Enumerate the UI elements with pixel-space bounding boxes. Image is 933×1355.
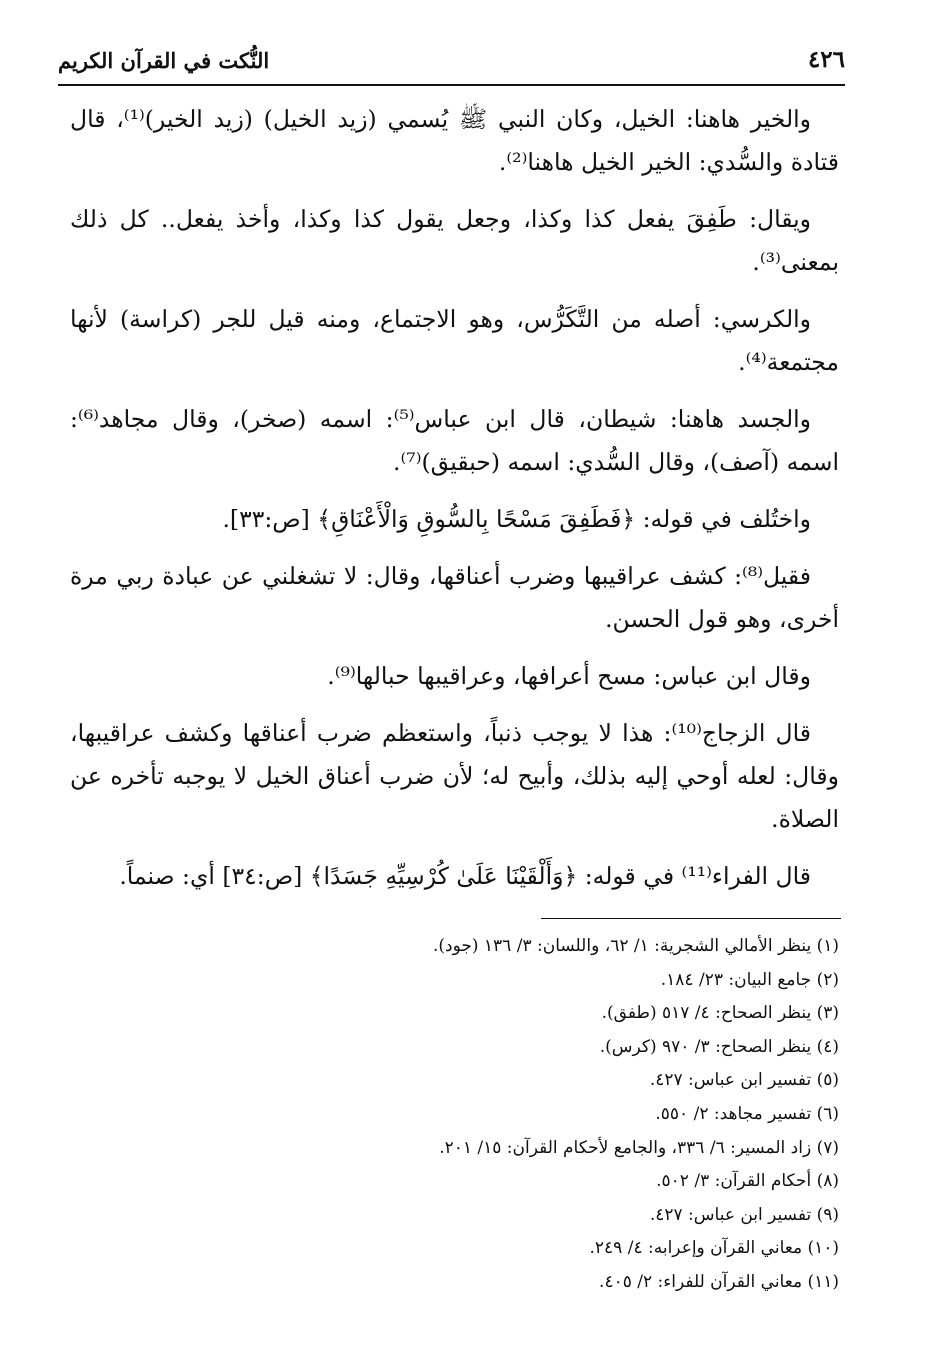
footnote-2: (٢) جامع البيان: ٢٣/ ١٨٤. <box>660 969 839 990</box>
running-title: النُّكت في القرآن الكريم <box>58 48 270 73</box>
footnote-8: (٨) أحكام القرآن: ٣/ ٥٠٢. <box>656 1171 839 1192</box>
footnote-5: (٥) تفسير ابن عباس: ٤٢٧. <box>649 1070 839 1091</box>
paragraph-ikhtilaf: واختُلف في قوله: ﴿فَطَفِقَ مَسْحًا بِالسُّوقِ وَالْأَعْنَاقِ﴾ [ص:٣٣]. <box>222 505 811 533</box>
footnote-3: (٣) ينظر الصحاح: ٤/ ٥١٧ (طفق). <box>601 1003 839 1024</box>
footnotes-list <box>70 930 839 1300</box>
footnote-11: (١١) معاني القرآن للفراء: ٢/ ٤٠٥. <box>599 1271 839 1292</box>
footnote-9: (٩) تفسير ابن عباس: ٤٢٧. <box>649 1204 839 1225</box>
paragraph-farra: قال الفراء⁽¹¹⁾ في قوله: ﴿وَأَلْقَيْنَا عَلَىٰ كُرْسِيِّهِ جَسَدًا﴾ [ص:٣٤] أي: صنماً. <box>119 862 811 890</box>
paragraph-jasad: والجسد هاهنا: شيطان، قال ابن عباس⁽⁵⁾: اسمه (صخر)، وقال مجاهد⁽⁶⁾: اسمه (آصف)، وقال السُّدي: اسمه (حبقيق)⁽⁷⁾. <box>70 405 839 476</box>
paragraph-zajjaj: قال الزجاج⁽¹⁰⁾: هذا لا يوجب ذنباً، واستعظم ضرب أعناقها وكشف عراقيبها، وقال: لعله أوحي إليه بذلك، وأبيح له؛ لأن ضرب أعناق الخيل لا يوجبه تأخره عن الصلاة. <box>70 719 839 833</box>
footnote-divider <box>541 918 841 919</box>
page-number: ٤٢٦ <box>807 46 845 73</box>
paragraph-tafiqa: ويقال: طَفِقَ يفعل كذا وكذا، وجعل يقول كذا وكذا، وأخذ يفعل.. كل ذلك بمعنى⁽³⁾. <box>70 205 839 276</box>
footnote-7: (٧) زاد المسير: ٦/ ٣٣٦، والجامع لأحكام القرآن: ١٥/ ٢٠١. <box>439 1137 839 1158</box>
paragraph-qila: فقيل⁽⁸⁾: كشف عراقيبها وضرب أعناقها، وقال: لا تشغلني عن عبادة ربي مرة أخرى، وهو قول الحسن. <box>70 562 839 633</box>
footnote-6: (٦) تفسير مجاهد: ٢/ ٥٥٠. <box>655 1103 839 1124</box>
footnote-4: (٤) ينظر الصحاح: ٣/ ٩٧٠ (كرس). <box>599 1036 839 1057</box>
paragraph-khayr: والخير هاهنا: الخيل، وكان النبي ﷺ يُسمي (زيد الخيل) (زيد الخير)⁽¹⁾، قال قتادة والسُّدي: الخير الخيل هاهنا⁽²⁾. <box>70 105 839 176</box>
paragraph-ibn-abbas: وقال ابن عباس: مسح أعرافها، وعراقيبها حبالها⁽⁹⁾. <box>327 662 811 690</box>
paragraph-kursi: والكرسي: أصله من التَّكَرُّس، وهو الاجتماع، ومنه قيل للجر (كراسة) لأنها مجتمعة⁽⁴⁾. <box>70 305 839 376</box>
footnote-10: (١٠) معاني القرآن وإعرابه: ٤/ ٢٤٩. <box>589 1238 839 1259</box>
footnote-1: (١) ينظر الأمالي الشجرية: ١/ ٦٢، واللسان: ٣/ ١٣٦ (جود). <box>432 936 839 956</box>
page-header <box>58 40 845 86</box>
main-text <box>70 98 839 912</box>
